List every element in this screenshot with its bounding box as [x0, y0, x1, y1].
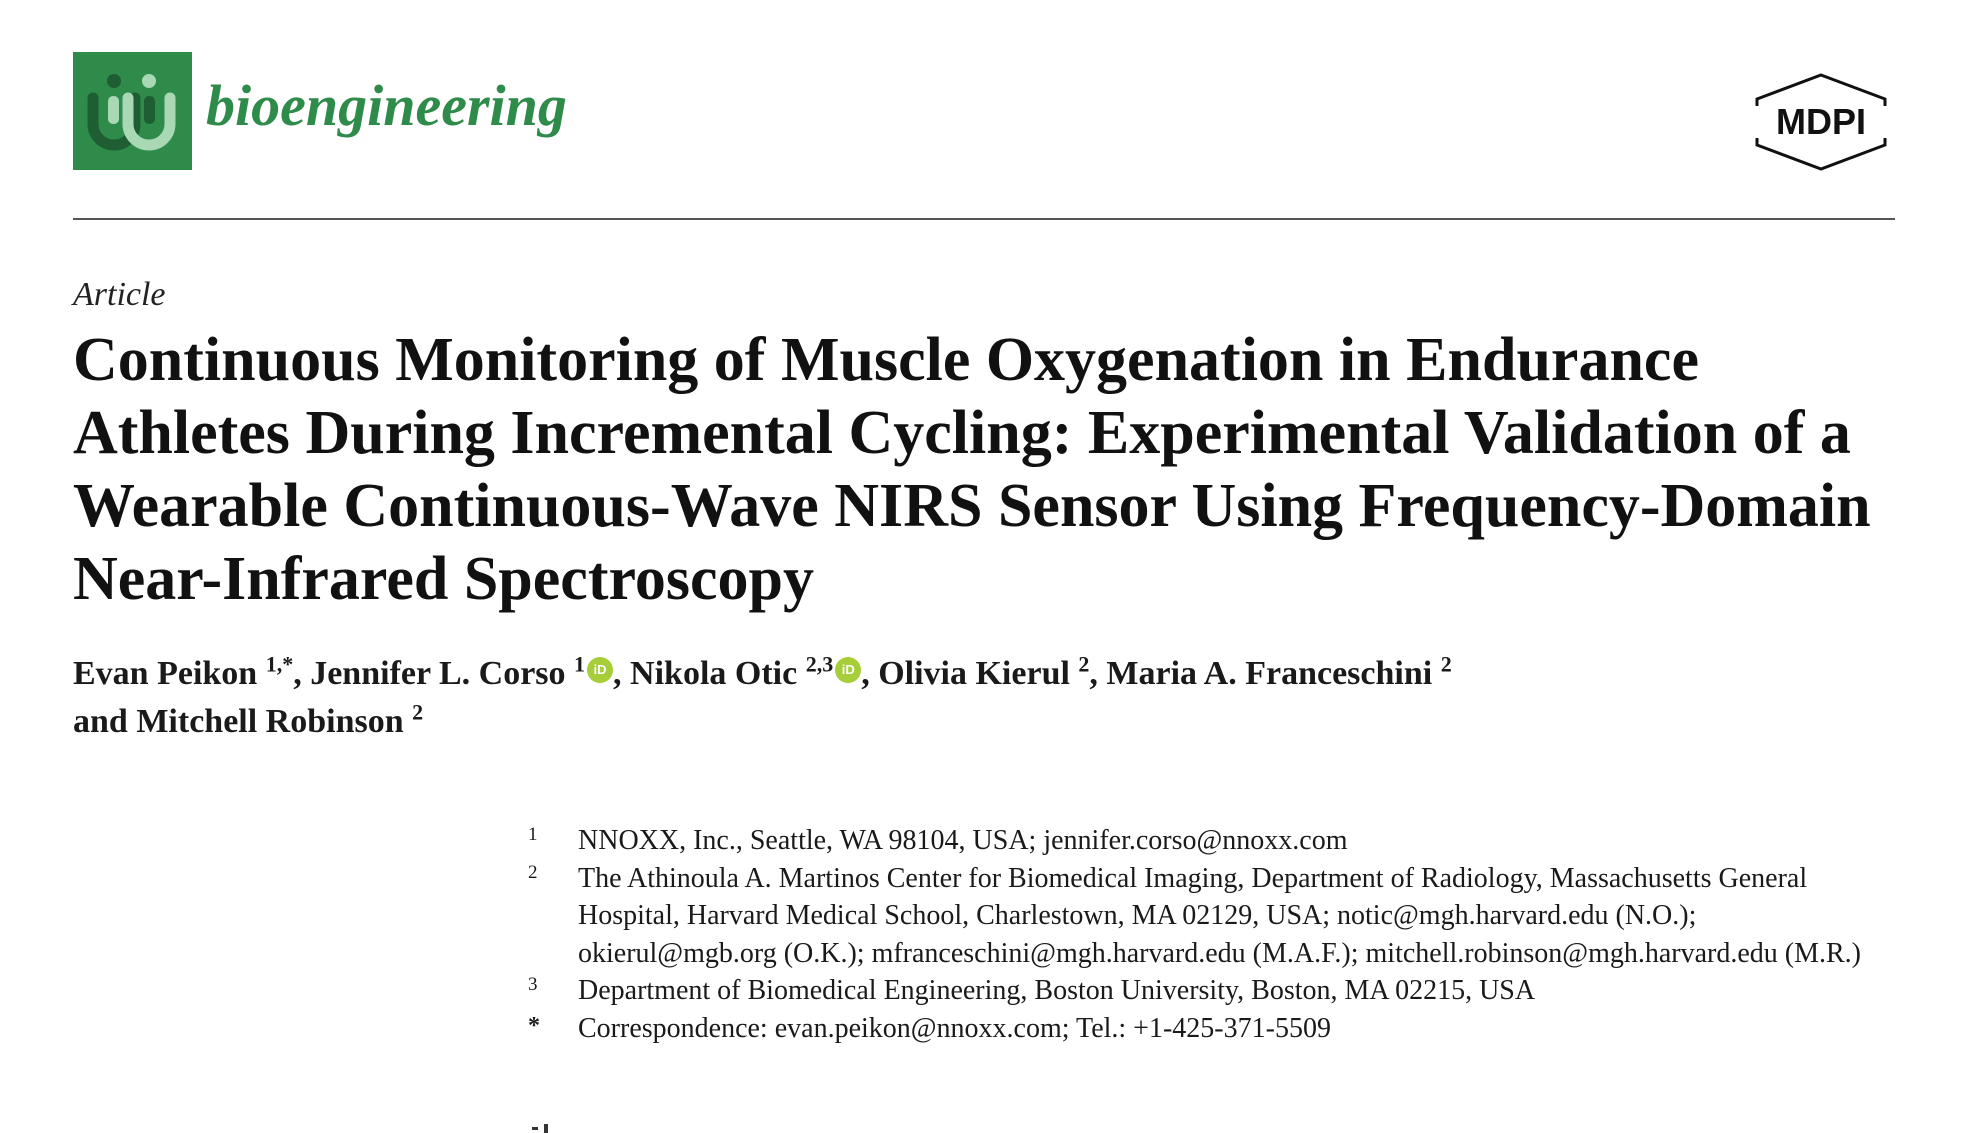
bioengineering-logo-icon: [73, 52, 192, 170]
correspondence-marker: *: [528, 1012, 540, 1039]
orcid-icon[interactable]: iD: [835, 657, 861, 683]
author-list: [73, 650, 1773, 746]
affiliation-item: [520, 972, 1900, 1010]
author-name: Jennifer L. Corso: [310, 655, 566, 692]
journal-header: [73, 52, 1895, 182]
mdpi-logo-icon: [1747, 72, 1895, 172]
article-title: Continuous Monitoring of Muscle Oxygenation in Endurance Athletes During Incremental Cycling: Experimental Validation of a Wearable Continuous-Wave NIRS Sensor Using Frequency-Domain Near-Infrared Spectroscopy: [73, 326, 1871, 613]
author-separator: ,: [613, 655, 622, 692]
article-type: Article: [73, 276, 166, 313]
affiliation-text: NNOXX, Inc., Seattle, WA 98104, USA; jennifer.corso@nnoxx.com: [578, 825, 1348, 856]
affiliation-list: [520, 822, 1900, 1047]
orcid-icon[interactable]: iD: [587, 657, 613, 683]
author-name: Olivia Kierul: [878, 655, 1070, 692]
correspondence-text: Correspondence: evan.peikon@nnoxx.com; Tel.: +1-425-371-5509: [578, 1012, 1331, 1044]
author-affiliation-marker: 2: [1440, 651, 1452, 677]
affiliation-marker: 3: [528, 974, 538, 995]
author-affiliation-marker: 1,*: [265, 651, 294, 677]
cropped-text-fragment: [528, 1118, 568, 1133]
author-name: Mitchell Robinson: [136, 703, 404, 740]
journal-name: bioengineering: [206, 73, 567, 138]
correspondence-item: [520, 1010, 1900, 1048]
author-affiliation-marker: 1: [574, 651, 586, 677]
author-separator: ,: [1089, 655, 1098, 692]
author-affiliation-marker: 2,3: [805, 651, 834, 677]
author-separator: ,: [861, 655, 870, 692]
affiliation-text: The Athinoula A. Martinos Center for Biomedical Imaging, Department of Radiology, Massachusetts General Hospital, Harvard Medical School, Charlestown, MA 02129, USA; notic@mgh.harvard.edu (N.O.); okierul@mgb.org (O.K.); mfranceschini@mgh.harvard.edu (M.A.F.); mitchell.robinson@mgh.harvard.edu (M.R.): [578, 862, 1861, 969]
author-name: Nikola Otic: [630, 655, 798, 692]
publisher-name: MDPI: [1776, 101, 1866, 142]
author-affiliation-marker: 2: [412, 699, 424, 725]
affiliation-item: [520, 860, 1900, 973]
author-name: Evan Peikon: [73, 655, 258, 692]
author-affiliation-marker: 2: [1078, 651, 1090, 677]
affiliation-item: [520, 822, 1900, 860]
author-name: Maria A. Franceschini: [1106, 655, 1433, 692]
affiliation-text: Department of Biomedical Engineering, Boston University, Boston, MA 02215, USA: [578, 975, 1536, 1006]
author-separator: ,: [293, 655, 302, 692]
affiliation-marker: 2: [528, 861, 538, 883]
affiliation-marker: 1: [528, 824, 538, 845]
header-divider: [73, 218, 1895, 220]
author-conjunction: and: [73, 703, 128, 740]
